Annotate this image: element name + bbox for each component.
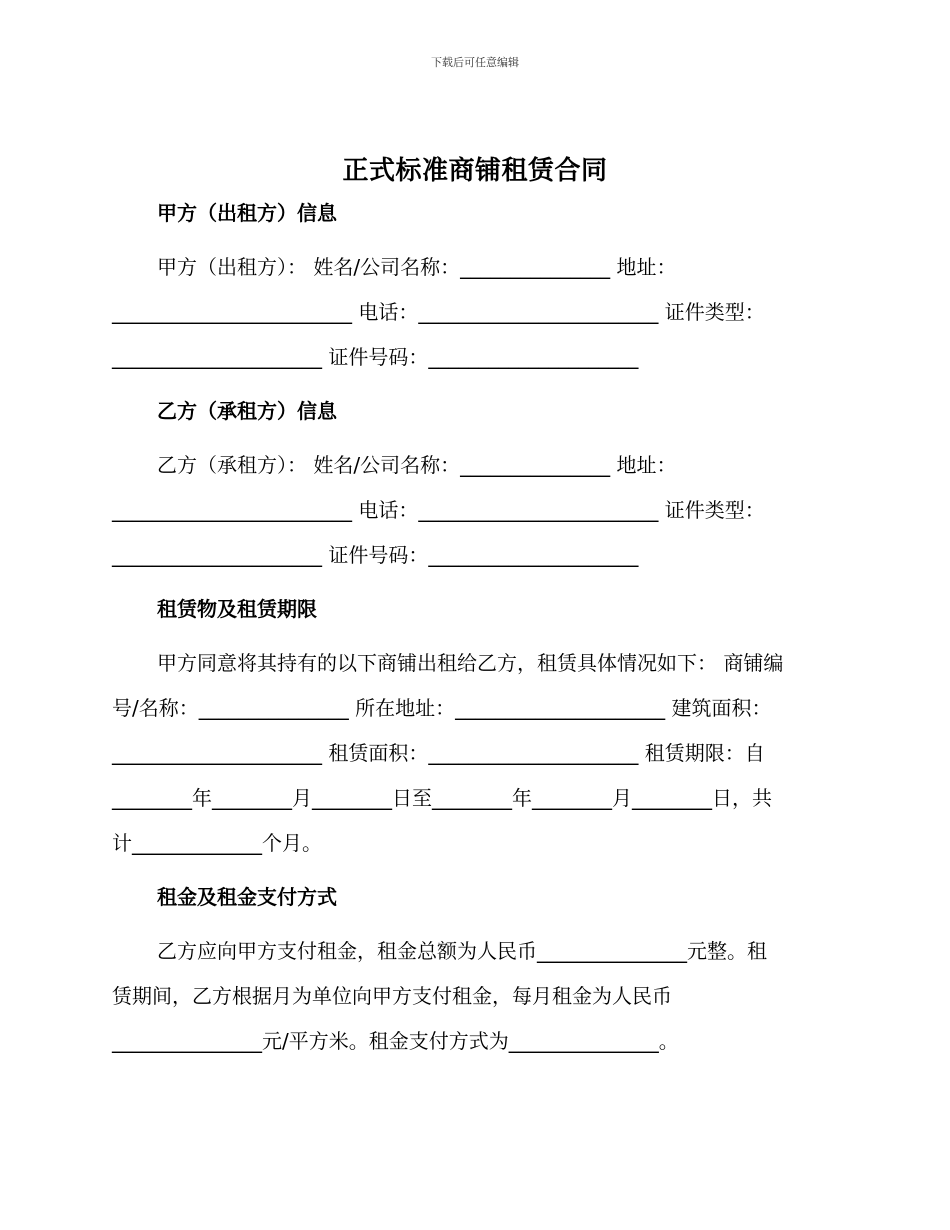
text-line: 甲方同意将其持有的以下商铺出租给乙方，租赁具体情况如下： 商铺编 — [157, 651, 784, 675]
text-line: ________________________ 电话：________________________ 证件类型： — [112, 498, 765, 522]
text-line: ________年________月________日至________年________月________日，共 — [112, 786, 772, 810]
text-line: _____________________ 证件号码：_____________________ — [112, 543, 639, 567]
section-heading-rent: 租金及租金支付方式 — [157, 885, 337, 909]
text-line: _____________________ 租赁面积：_____________________ 租赁期限：自 — [112, 741, 765, 765]
document-title: 正式标准商铺租赁合同 — [342, 156, 608, 186]
header-note: 下载后可任意编辑 — [431, 56, 519, 69]
text-line: 乙方应向甲方支付租金，租金总额为人民币_______________元整。租 — [157, 939, 767, 963]
section-heading-party-b: 乙方（承租方）信息 — [157, 399, 337, 423]
section-heading-lease-item: 租赁物及租赁期限 — [157, 597, 317, 621]
text-line: _____________________ 证件号码：_____________________ — [112, 345, 639, 369]
text-line: 赁期间，乙方根据月为单位向甲方支付租金，每月租金为人民币 — [112, 984, 672, 1008]
text-line: _______________元/平方米。租金支付方式为_______________。 — [112, 1029, 679, 1053]
section-heading-party-a: 甲方（出租方）信息 — [157, 201, 337, 225]
text-line: 甲方（出租方）： 姓名/公司名称：_______________ 地址： — [157, 255, 677, 279]
text-line: 号/名称：_______________ 所在地址：_____________________ 建筑面积： — [112, 696, 772, 720]
text-line: 乙方（承租方）： 姓名/公司名称：_______________ 地址： — [157, 453, 677, 477]
text-line: 计_____________个月。 — [112, 831, 322, 855]
text-line: ________________________ 电话：________________________ 证件类型： — [112, 300, 765, 324]
